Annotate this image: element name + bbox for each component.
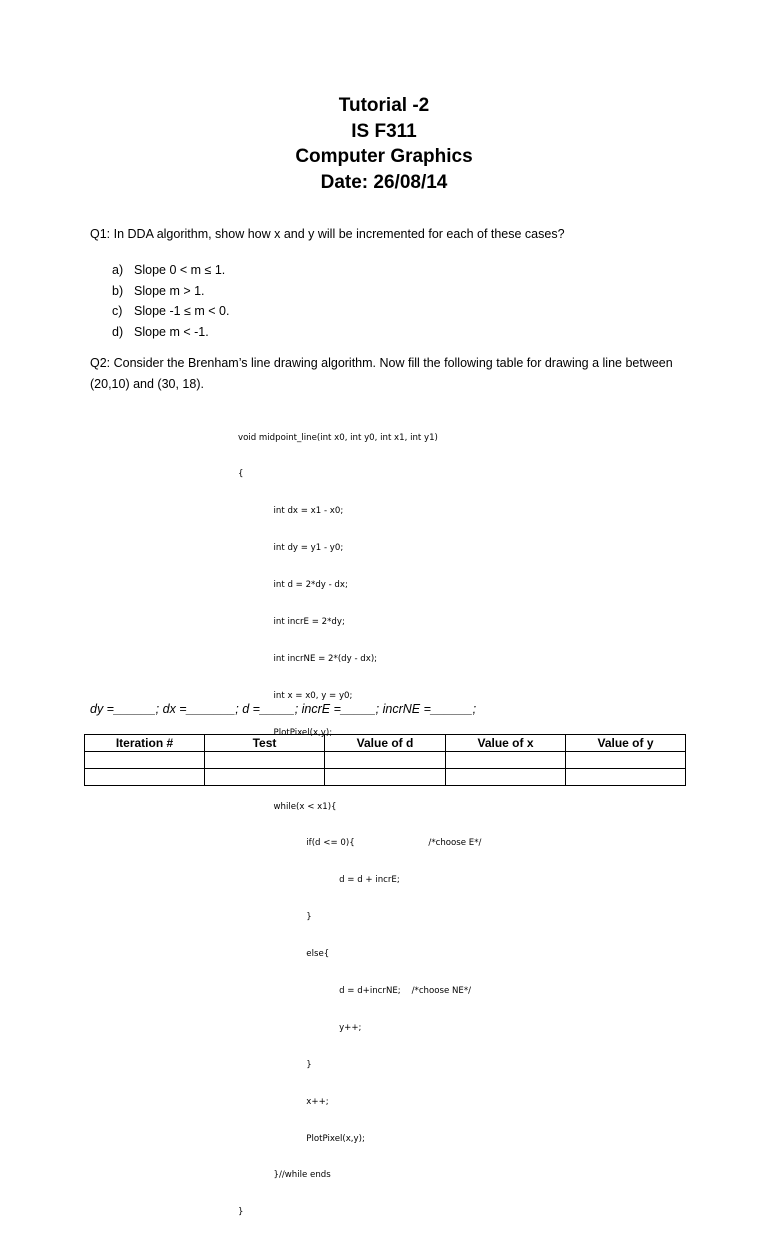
- code-line: PlotPixel(x,y);: [238, 727, 333, 738]
- question-1-list: [112, 260, 229, 342]
- header-value-d: Value of d: [325, 735, 446, 752]
- list-item: [112, 322, 229, 343]
- code-line: int x = x0, y = y0;: [238, 690, 353, 701]
- header-value-y: Value of y: [566, 735, 686, 752]
- iteration-table: [84, 734, 686, 786]
- code-line: int dy = y1 - y0;: [238, 543, 344, 554]
- course-name: Computer Graphics: [295, 146, 473, 167]
- code-line: int incrNE = 2*(dy - dx);: [238, 653, 378, 664]
- code-line: while(x < x1){: [238, 801, 337, 812]
- question-1: Q1: In DDA algorithm, show how x and y will be incremented for each of these cases?: [90, 227, 565, 241]
- table-cell: [85, 752, 205, 769]
- table-cell: [325, 769, 446, 786]
- list-item-text: Slope -1 ≤ m < 0.: [134, 304, 230, 318]
- code-line: x++;: [238, 1096, 329, 1107]
- code-line: }: [238, 912, 312, 923]
- table-row: [85, 752, 686, 769]
- table-cell: [325, 752, 446, 769]
- list-item: [112, 301, 229, 322]
- code-line: int dx = x1 - x0;: [238, 506, 344, 517]
- table-cell: [446, 752, 566, 769]
- code-line: if(d <= 0){ /*choose E*/: [238, 838, 482, 849]
- table-cell: [566, 769, 686, 786]
- tutorial-date: Date: 26/08/14: [320, 171, 448, 193]
- header-test: Test: [205, 735, 325, 752]
- table-cell: [446, 769, 566, 786]
- course-code: IS F311: [351, 120, 417, 142]
- table-cell: [205, 752, 325, 769]
- header-value-x: Value of x: [446, 735, 566, 752]
- table-header-row: [85, 735, 686, 752]
- code-line: d = d + incrE;: [238, 875, 400, 886]
- list-item: [112, 260, 229, 281]
- question-2: Q2: Consider the Brenham’s line drawing algorithm. Now fill the following table for drawing a line between (20,10) and (30, 18).: [90, 356, 673, 391]
- header-iteration: Iteration #: [85, 735, 205, 752]
- list-item-letter: c): [112, 304, 123, 318]
- code-line: y++;: [238, 1022, 362, 1033]
- code-line: int incrE = 2*dy;: [238, 617, 345, 628]
- code-line: }: [238, 1059, 312, 1070]
- code-line: d = d+incrNE; /*choose NE*/: [238, 985, 472, 996]
- code-listing: [238, 407, 481, 1243]
- code-line: }//while ends: [238, 1170, 331, 1181]
- code-line: else{: [238, 949, 330, 960]
- table-cell: [205, 769, 325, 786]
- list-item-text: Slope 0 < m ≤ 1.: [134, 263, 226, 277]
- code-line: }: [238, 1207, 244, 1218]
- list-item-text: Slope m < -1.: [134, 324, 209, 339]
- fill-in-blanks: dy =______; dx =_______; d =_____; incrE =_____; incrNE =______;: [90, 702, 477, 716]
- code-line: PlotPixel(x,y);: [238, 1133, 365, 1144]
- table-cell: [85, 769, 205, 786]
- list-item: [112, 281, 229, 302]
- table-cell: [566, 752, 686, 769]
- code-line: int d = 2*dy - dx;: [238, 580, 348, 591]
- list-item-letter: a): [112, 263, 124, 277]
- title-block: [0, 93, 768, 195]
- list-item-letter: b): [112, 283, 124, 298]
- list-item-letter: d): [112, 324, 124, 339]
- table-row: [85, 769, 686, 786]
- code-line: {: [238, 469, 244, 480]
- code-line: void midpoint_line(int x0, int y0, int x1, int y1): [238, 432, 438, 443]
- list-item-text: Slope m > 1.: [134, 283, 205, 298]
- tutorial-title: Tutorial -2: [338, 95, 430, 116]
